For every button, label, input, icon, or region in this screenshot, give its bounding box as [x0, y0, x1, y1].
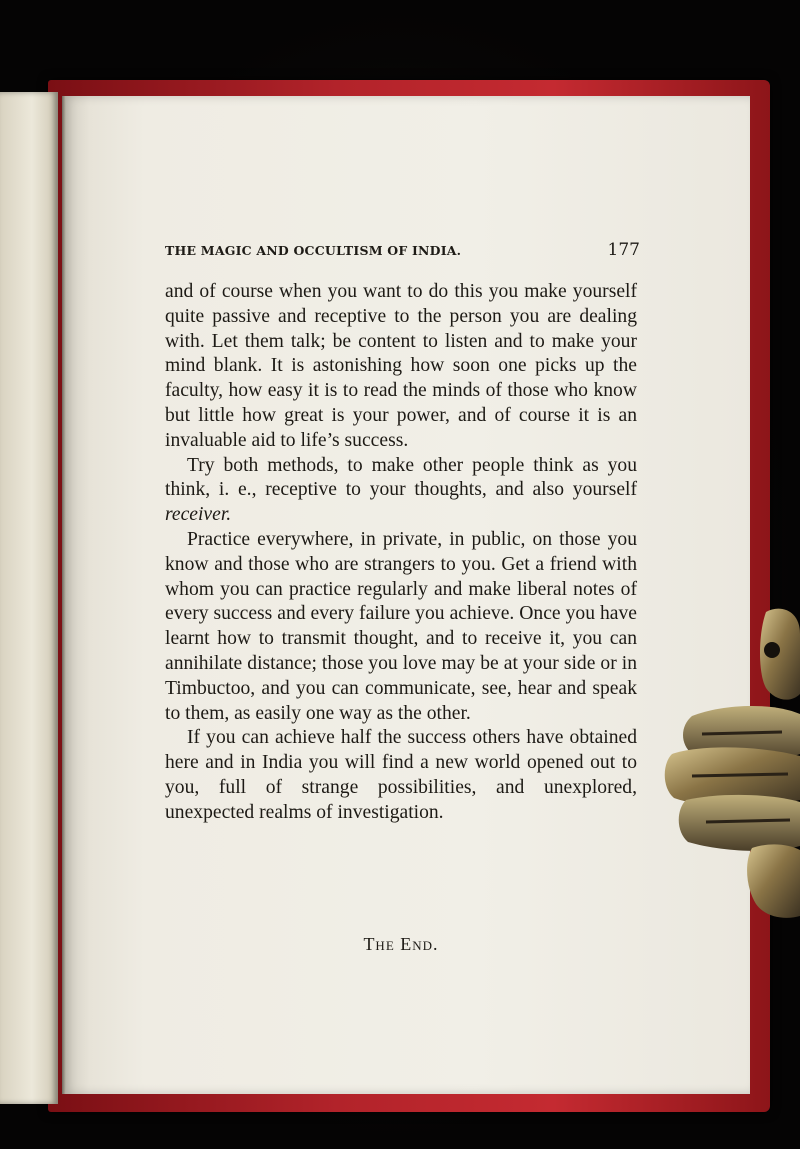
the-end-label — [165, 934, 637, 955]
the-end-text: The End. — [363, 934, 439, 954]
page-number: 177 — [607, 240, 640, 260]
brass-page-holder — [662, 604, 800, 920]
paragraph-4: If you can achieve half the success others have obtained here and in India you will find a new world opened out to you, full of strange possibilities, and unexplored, unexpected realms of investigation. — [165, 727, 637, 823]
page-header — [165, 240, 640, 268]
body-text — [165, 280, 637, 826]
brass-holder-icon — [662, 604, 800, 920]
running-head: THE MAGIC AND OCCULTISM OF INDIA. — [165, 243, 462, 258]
page-gutter — [62, 96, 66, 1094]
paragraph-2-text: Try both methods, to make other people think as you think, i. e., receptive to your thoughts, and also yourself — [165, 454, 637, 501]
paragraph-3: Practice everywhere, in private, in public, on those you know and those who are strangers to you. Get a friend with whom you can practice regularly and make liberal notes of every success and every failure you achieve. Once you have learnt how to transmit thought, and to receive it, you can annihilate distance; those you love may be at your side or in Timbuctoo, and you can communicate, see, hear and speak to them, as easily one way as the other. — [165, 528, 637, 724]
left-page-edge — [0, 92, 58, 1104]
paragraph-1: and of course when you want to do this you make yourself quite passive and receptive to the person you are dealing with. Let them talk; be content to listen and to make your mind blank. It is astonishing how soon one picks up the faculty, how easy it is to read the minds of those who know but little how great is your power, and of course it is an invaluable aid to life’s success. — [165, 281, 637, 451]
paragraph-2-emphasis: receiver. — [165, 504, 232, 526]
paragraph-2 — [165, 454, 637, 528]
